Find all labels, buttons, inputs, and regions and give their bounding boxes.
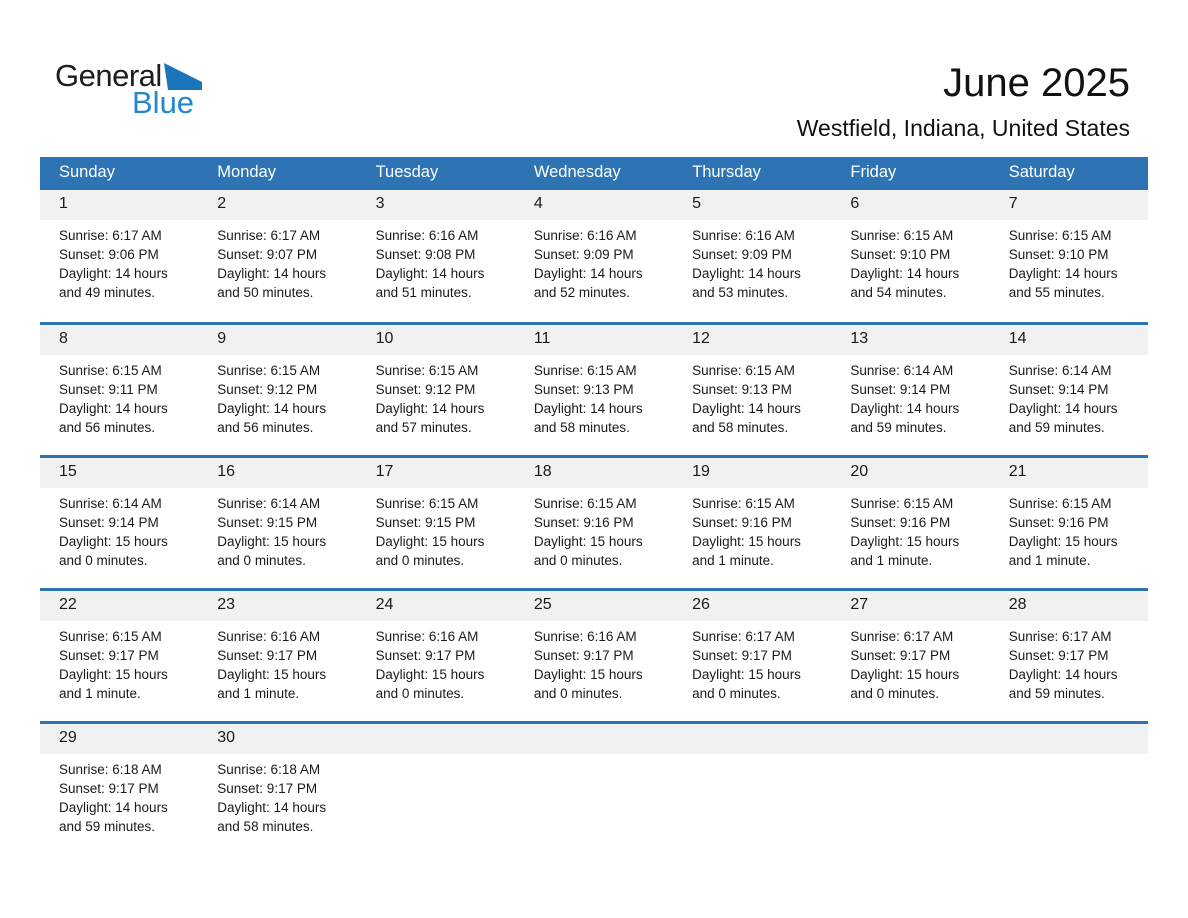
calendar-body (40, 190, 1148, 855)
day-number (831, 724, 989, 754)
sunrise-text: Sunrise: 6:15 AM (59, 362, 162, 378)
sunset-text: Sunset: 9:06 PM (59, 247, 159, 262)
day-number: 20 (831, 458, 989, 488)
daylight-text: Daylight: 15 hours and 1 minute. (217, 666, 327, 701)
sunrise-text: Sunrise: 6:16 AM (375, 228, 479, 243)
day-details (515, 220, 673, 302)
logo-text-general: General (55, 58, 162, 93)
general-blue-logo (55, 60, 202, 118)
calendar-day-cell[interactable] (673, 456, 831, 589)
weekday-header-wednesday: Wednesday (515, 157, 673, 190)
sunrise-text: Sunrise: 6:16 AM (533, 228, 637, 243)
day-details (673, 621, 831, 703)
daylight-text: Daylight: 14 hours and 53 minutes. (692, 266, 801, 300)
sunrise-text: Sunrise: 6:15 AM (1008, 495, 1112, 511)
daylight-text: Daylight: 14 hours and 56 minutes. (217, 400, 327, 435)
day-number: 4 (515, 190, 673, 220)
calendar-day-cell[interactable] (198, 190, 356, 323)
day-number: 15 (40, 458, 198, 488)
calendar-week-row (40, 190, 1148, 323)
day-details (40, 754, 198, 836)
sunrise-text: Sunrise: 6:15 AM (850, 495, 954, 511)
calendar-day-cell[interactable] (673, 190, 831, 323)
sunrise-text: Sunrise: 6:15 AM (217, 362, 321, 378)
sunrise-text: Sunrise: 6:14 AM (850, 362, 954, 378)
sunrise-text: Sunrise: 6:17 AM (217, 228, 321, 243)
day-number (990, 724, 1148, 754)
sunrise-text: Sunrise: 6:15 AM (692, 362, 795, 378)
daylight-text: Daylight: 14 hours and 49 minutes. (59, 266, 168, 300)
day-details (198, 754, 356, 836)
daylight-text: Daylight: 14 hours and 51 minutes. (375, 266, 485, 300)
weekday-header-thursday: Thursday (673, 157, 831, 190)
daylight-text: Daylight: 14 hours and 58 minutes. (533, 400, 643, 435)
sunset-text: Sunset: 9:14 PM (850, 381, 951, 397)
daylight-text: Daylight: 15 hours and 1 minute. (692, 533, 801, 568)
calendar-day-cell[interactable] (357, 456, 515, 589)
sunrise-text: Sunrise: 6:17 AM (1008, 628, 1112, 644)
day-number: 17 (357, 458, 515, 488)
sunrise-text: Sunrise: 6:18 AM (59, 761, 162, 777)
sunset-text: Sunset: 9:17 PM (59, 647, 159, 663)
day-details (515, 621, 673, 703)
daylight-text: Daylight: 14 hours and 59 minutes. (59, 799, 168, 834)
day-number: 21 (990, 458, 1148, 488)
day-number: 1 (40, 190, 198, 220)
sunset-text: Sunset: 9:09 PM (692, 247, 792, 262)
day-number: 3 (357, 190, 515, 220)
day-number: 26 (673, 591, 831, 621)
day-details (40, 488, 198, 570)
calendar-empty-cell (831, 722, 989, 855)
sunset-text: Sunset: 9:17 PM (217, 647, 318, 663)
weekday-header-row (40, 157, 1148, 190)
day-details (40, 355, 198, 437)
day-number (515, 724, 673, 754)
day-number: 30 (198, 724, 356, 754)
location-subtitle: Westfield, Indiana, United States (796, 115, 1130, 141)
daylight-text: Daylight: 14 hours and 59 minutes. (1008, 400, 1118, 435)
day-number (357, 724, 515, 754)
day-number: 11 (515, 325, 673, 355)
day-number: 8 (40, 325, 198, 355)
sunrise-text: Sunrise: 6:14 AM (1008, 362, 1112, 378)
sunset-text: Sunset: 9:16 PM (850, 514, 951, 530)
calendar-day-cell[interactable] (40, 589, 198, 722)
sunrise-text: Sunrise: 6:15 AM (533, 362, 637, 378)
sunrise-text: Sunrise: 6:15 AM (59, 628, 162, 644)
sunset-text: Sunset: 9:13 PM (533, 381, 634, 397)
calendar-day-cell[interactable] (515, 456, 673, 589)
day-details (357, 621, 515, 703)
calendar-day-cell[interactable] (357, 589, 515, 722)
calendar-day-cell[interactable] (40, 456, 198, 589)
sunrise-text: Sunrise: 6:15 AM (375, 362, 479, 378)
sunset-text: Sunset: 9:14 PM (59, 514, 159, 530)
daylight-text: Daylight: 14 hours and 58 minutes. (217, 799, 327, 834)
day-details (515, 488, 673, 570)
sunset-text: Sunset: 9:10 PM (1008, 247, 1109, 262)
day-details (357, 220, 515, 302)
sunrise-text: Sunrise: 6:15 AM (692, 495, 795, 511)
sunset-text: Sunset: 9:16 PM (533, 514, 634, 530)
day-details (990, 621, 1148, 703)
sunrise-text: Sunrise: 6:14 AM (59, 495, 162, 511)
calendar-day-cell[interactable] (831, 323, 989, 456)
day-details (831, 488, 989, 570)
calendar-day-cell[interactable] (40, 722, 198, 855)
sunrise-text: Sunrise: 6:15 AM (375, 495, 479, 511)
calendar-empty-cell (673, 722, 831, 855)
daylight-text: Daylight: 14 hours and 55 minutes. (1008, 266, 1118, 300)
calendar-day-cell[interactable] (673, 589, 831, 722)
daylight-text: Daylight: 15 hours and 1 minute. (1008, 533, 1118, 568)
day-number: 5 (673, 190, 831, 220)
calendar-day-cell[interactable] (40, 190, 198, 323)
daylight-text: Daylight: 15 hours and 0 minutes. (217, 533, 327, 568)
logo-text-blue: Blue (132, 85, 195, 120)
day-number: 2 (198, 190, 356, 220)
daylight-text: Daylight: 15 hours and 0 minutes. (692, 666, 801, 701)
daylight-text: Daylight: 14 hours and 56 minutes. (59, 400, 168, 435)
calendar-day-cell[interactable] (357, 323, 515, 456)
day-number: 6 (831, 190, 989, 220)
sunrise-text: Sunrise: 6:16 AM (217, 628, 321, 644)
sunset-text: Sunset: 9:10 PM (850, 247, 951, 262)
day-details (40, 220, 198, 302)
daylight-text: Daylight: 14 hours and 58 minutes. (692, 400, 801, 435)
daylight-text: Daylight: 15 hours and 0 minutes. (850, 666, 960, 701)
day-details (515, 355, 673, 437)
calendar-day-cell[interactable] (990, 323, 1148, 456)
calendar-week-row (40, 456, 1148, 589)
day-number: 25 (515, 591, 673, 621)
daylight-text: Daylight: 14 hours and 52 minutes. (533, 266, 643, 300)
sunset-text: Sunset: 9:17 PM (217, 780, 318, 796)
weekday-header-monday: Monday (198, 157, 356, 190)
day-details (198, 488, 356, 570)
calendar-week-row (40, 589, 1148, 722)
sunrise-text: Sunrise: 6:16 AM (692, 228, 795, 243)
calendar-day-cell[interactable] (831, 456, 989, 589)
daylight-text: Daylight: 14 hours and 57 minutes. (375, 400, 485, 435)
calendar-empty-cell (990, 722, 1148, 855)
sunset-text: Sunset: 9:17 PM (59, 780, 159, 796)
sunset-text: Sunset: 9:17 PM (850, 647, 951, 663)
day-details (673, 355, 831, 437)
calendar-day-cell[interactable] (40, 323, 198, 456)
sunrise-text: Sunrise: 6:16 AM (533, 628, 637, 644)
calendar-day-cell[interactable] (990, 190, 1148, 323)
day-number: 23 (198, 591, 356, 621)
day-details (198, 220, 356, 302)
sunset-text: Sunset: 9:12 PM (217, 381, 318, 397)
day-number (673, 724, 831, 754)
calendar-day-cell[interactable] (515, 589, 673, 722)
calendar-day-cell[interactable] (198, 589, 356, 722)
calendar-day-cell[interactable] (198, 722, 356, 855)
weekday-header-saturday: Saturday (990, 157, 1148, 190)
calendar-day-cell[interactable] (515, 190, 673, 323)
month-title: June 2025 (943, 61, 1130, 105)
day-number: 16 (198, 458, 356, 488)
day-number: 7 (990, 190, 1148, 220)
daylight-text: Daylight: 14 hours and 50 minutes. (217, 266, 327, 300)
sunset-text: Sunset: 9:07 PM (217, 247, 318, 262)
sunset-text: Sunset: 9:17 PM (692, 647, 792, 663)
calendar-week-row (40, 323, 1148, 456)
day-details (673, 488, 831, 570)
daylight-text: Daylight: 15 hours and 0 minutes. (533, 666, 643, 701)
day-number: 27 (831, 591, 989, 621)
day-details (357, 355, 515, 437)
day-number: 14 (990, 325, 1148, 355)
sunset-text: Sunset: 9:08 PM (375, 247, 476, 262)
day-details (40, 621, 198, 703)
sunrise-text: Sunrise: 6:15 AM (850, 228, 954, 243)
sunrise-text: Sunrise: 6:14 AM (217, 495, 321, 511)
calendar-day-cell[interactable] (357, 190, 515, 323)
day-details (990, 355, 1148, 437)
sunset-text: Sunset: 9:17 PM (1008, 647, 1109, 663)
sunset-text: Sunset: 9:13 PM (692, 381, 792, 397)
day-details (198, 621, 356, 703)
day-details (831, 355, 989, 437)
calendar-day-cell[interactable] (831, 589, 989, 722)
sunset-text: Sunset: 9:17 PM (375, 647, 476, 663)
page-header (0, 0, 1188, 157)
daylight-text: Daylight: 14 hours and 59 minutes. (1008, 666, 1118, 701)
sunset-text: Sunset: 9:17 PM (533, 647, 634, 663)
daylight-text: Daylight: 14 hours and 59 minutes. (850, 400, 960, 435)
day-number: 13 (831, 325, 989, 355)
calendar-day-cell[interactable] (198, 323, 356, 456)
calendar-day-cell[interactable] (990, 589, 1148, 722)
daylight-text: Daylight: 14 hours and 54 minutes. (850, 266, 960, 300)
day-details (357, 488, 515, 570)
day-details (673, 220, 831, 302)
day-number: 18 (515, 458, 673, 488)
calendar-empty-cell (357, 722, 515, 855)
sunrise-text: Sunrise: 6:15 AM (533, 495, 637, 511)
sunrise-text: Sunrise: 6:16 AM (375, 628, 479, 644)
day-number: 29 (40, 724, 198, 754)
day-number: 24 (357, 591, 515, 621)
day-details (831, 220, 989, 302)
sunset-text: Sunset: 9:15 PM (375, 514, 476, 530)
sunrise-text: Sunrise: 6:17 AM (59, 228, 162, 243)
day-details (198, 355, 356, 437)
sunset-text: Sunset: 9:09 PM (533, 247, 634, 262)
day-details (990, 488, 1148, 570)
sunset-text: Sunset: 9:14 PM (1008, 381, 1109, 397)
calendar-day-cell[interactable] (198, 456, 356, 589)
daylight-text: Daylight: 15 hours and 1 minute. (59, 666, 168, 701)
calendar-table (40, 157, 1148, 855)
daylight-text: Daylight: 15 hours and 0 minutes. (59, 533, 168, 568)
sunrise-text: Sunrise: 6:17 AM (850, 628, 954, 644)
sunset-text: Sunset: 9:15 PM (217, 514, 318, 530)
calendar-week-row (40, 722, 1148, 855)
calendar-day-cell[interactable] (831, 190, 989, 323)
weekday-header-sunday: Sunday (40, 157, 198, 190)
day-details (831, 621, 989, 703)
daylight-text: Daylight: 15 hours and 0 minutes. (375, 666, 485, 701)
day-number: 12 (673, 325, 831, 355)
sunrise-text: Sunrise: 6:15 AM (1008, 228, 1112, 243)
daylight-text: Daylight: 15 hours and 0 minutes. (375, 533, 485, 568)
calendar-day-cell[interactable] (515, 323, 673, 456)
day-number: 9 (198, 325, 356, 355)
daylight-text: Daylight: 15 hours and 1 minute. (850, 533, 960, 568)
day-number: 28 (990, 591, 1148, 621)
daylight-text: Daylight: 15 hours and 0 minutes. (533, 533, 643, 568)
calendar-day-cell[interactable] (990, 456, 1148, 589)
day-details (990, 220, 1148, 302)
sunset-text: Sunset: 9:16 PM (692, 514, 792, 530)
sunset-text: Sunset: 9:16 PM (1008, 514, 1109, 530)
sunset-text: Sunset: 9:11 PM (59, 381, 158, 397)
weekday-header-friday: Friday (831, 157, 989, 190)
day-number: 10 (357, 325, 515, 355)
weekday-header-tuesday: Tuesday (357, 157, 515, 190)
calendar-day-cell[interactable] (673, 323, 831, 456)
day-number: 22 (40, 591, 198, 621)
sunset-text: Sunset: 9:12 PM (375, 381, 476, 397)
calendar-empty-cell (515, 722, 673, 855)
sunrise-text: Sunrise: 6:17 AM (692, 628, 795, 644)
day-number: 19 (673, 458, 831, 488)
sunrise-text: Sunrise: 6:18 AM (217, 761, 321, 777)
